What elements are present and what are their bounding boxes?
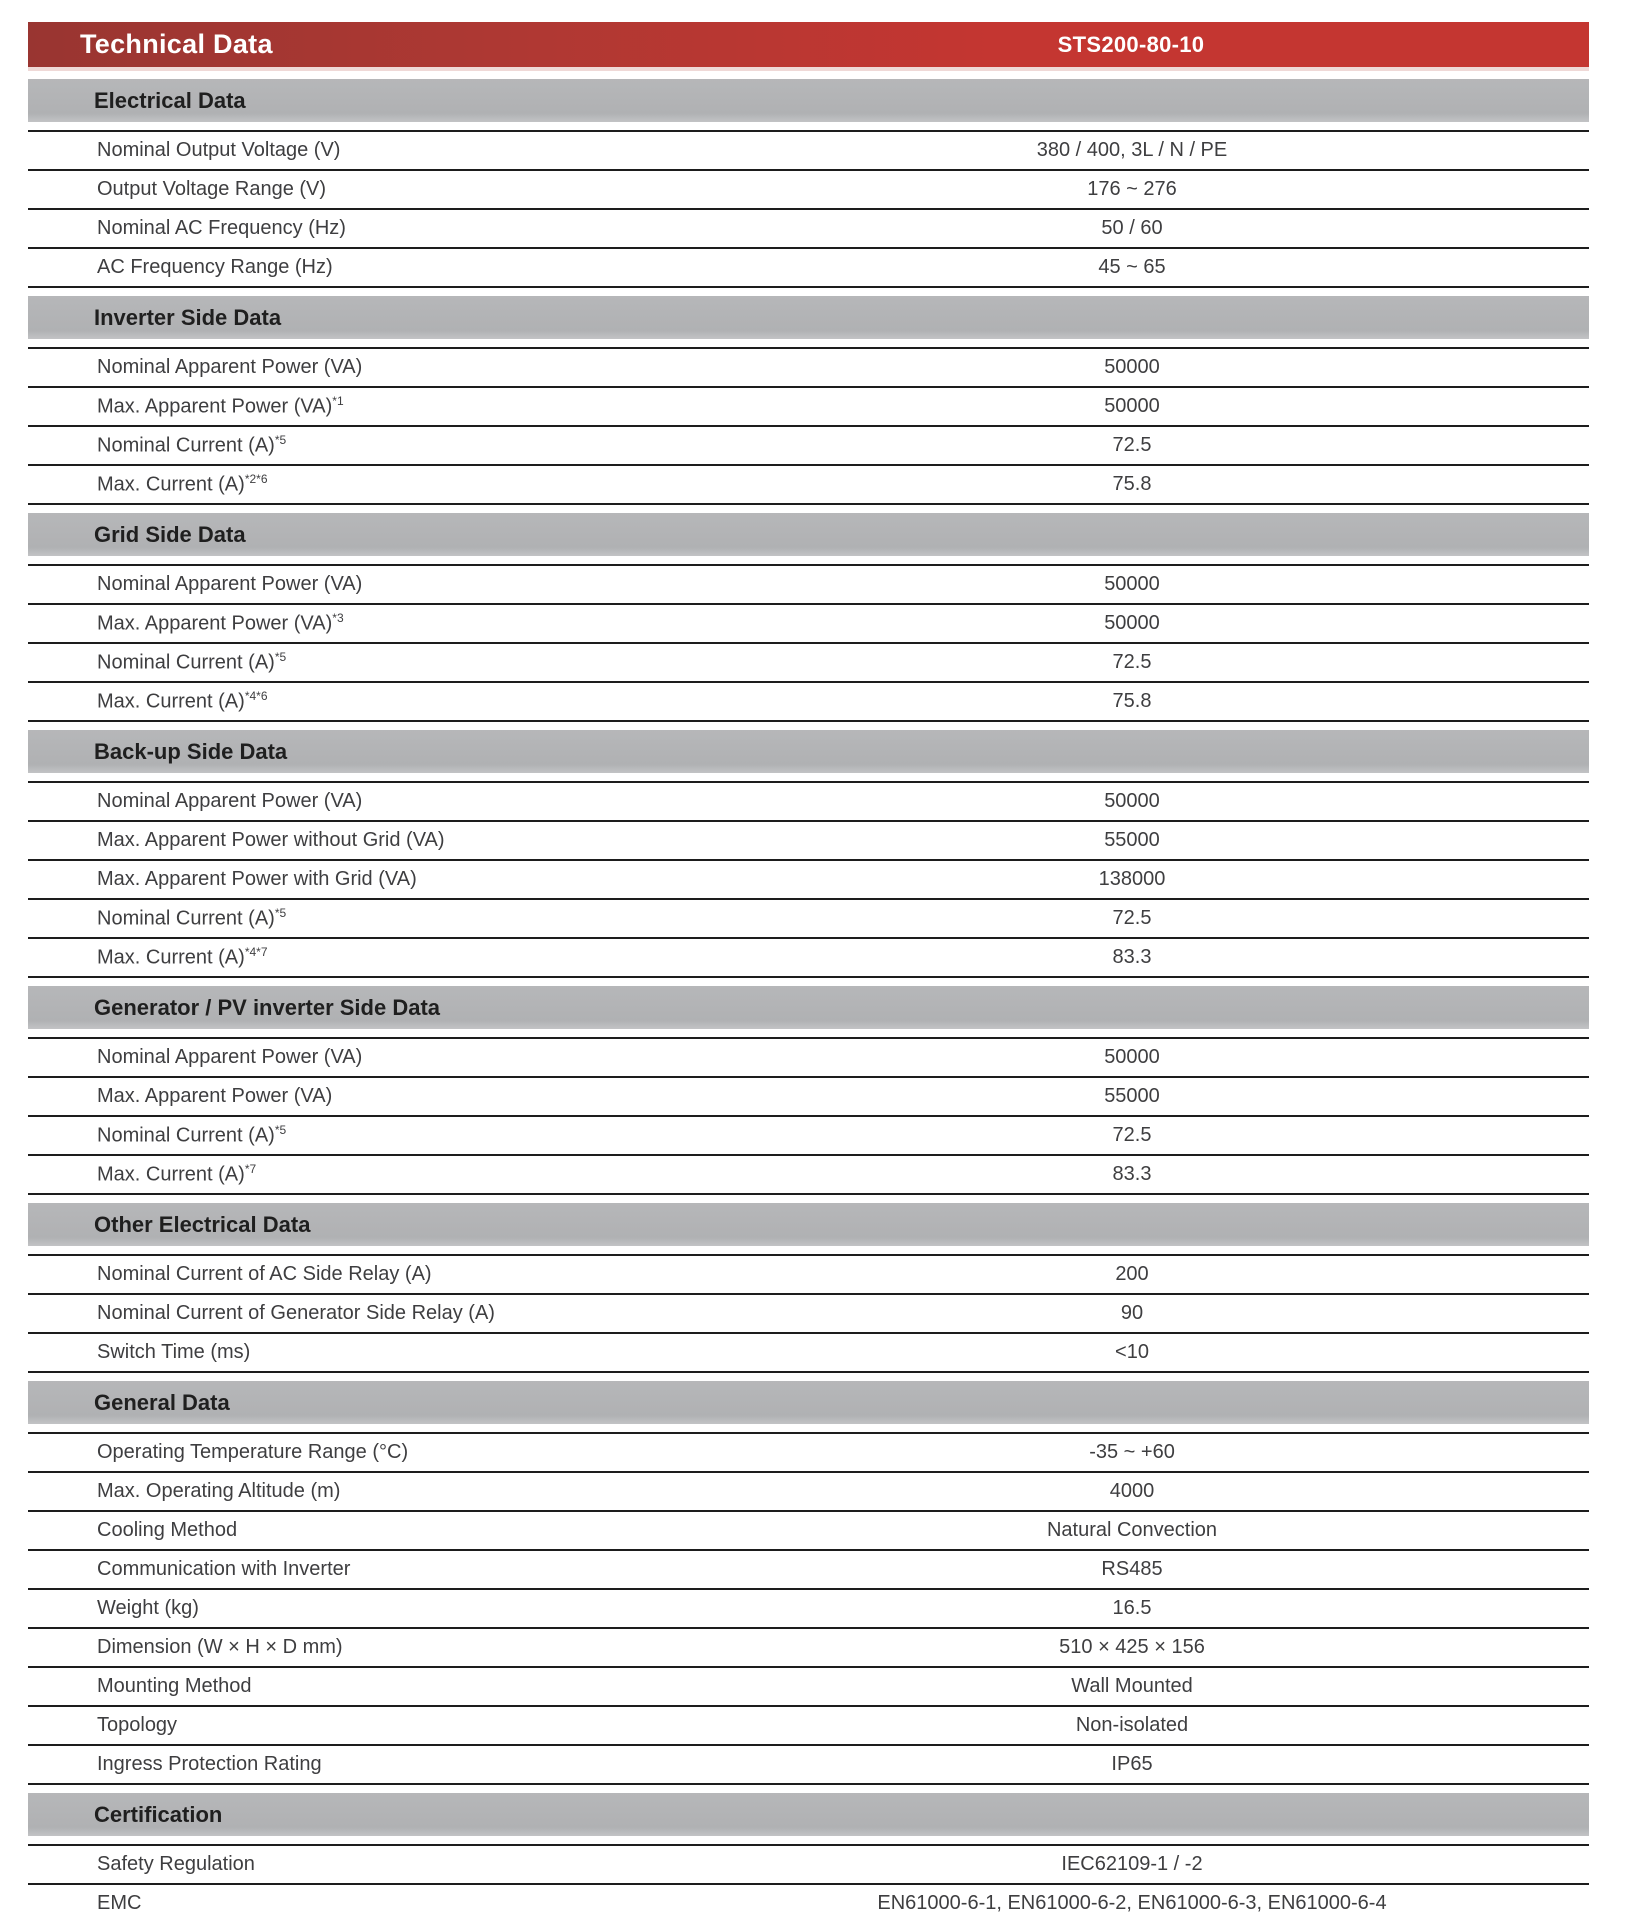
spec-label-text: Topology (97, 1714, 178, 1736)
spec-label-text: Switch Time (ms) (97, 1341, 251, 1363)
spec-label (28, 217, 675, 240)
section-rows (28, 1254, 1589, 1373)
section-title: Certification (94, 1801, 223, 1827)
spec-label (28, 1162, 675, 1187)
spec-label-text: Max. Apparent Power (VA) (97, 395, 333, 418)
spec-label-text: Communication with Inverter (97, 1558, 351, 1580)
spec-row (28, 1117, 1589, 1156)
spec-label (28, 1636, 675, 1659)
spec-value: 200 (1115, 1263, 1149, 1285)
spec-label-text: EMC (97, 1892, 142, 1914)
spec-label (28, 1675, 675, 1698)
spec-row (28, 1434, 1589, 1473)
page-title: Technical Data (80, 29, 273, 59)
spec-value: IP65 (1111, 1753, 1153, 1775)
spec-row (28, 1746, 1589, 1785)
spec-label (28, 256, 675, 279)
section-header (28, 296, 1589, 339)
spec-value: -35 ~ +60 (1089, 1441, 1175, 1463)
spec-row (28, 427, 1589, 466)
spec-label (28, 945, 675, 970)
spec-label-text: Ingress Protection Rating (97, 1753, 322, 1775)
spec-label-text: Nominal Current of Generator Side Relay (A) (97, 1302, 495, 1324)
spec-row (28, 566, 1589, 605)
spec-row (28, 861, 1589, 900)
spec-value: 510 × 425 × 156 (1059, 1636, 1205, 1658)
spec-label (28, 1853, 675, 1876)
spec-value: 176 ~ 276 (1087, 178, 1177, 200)
spec-row (28, 1039, 1589, 1078)
spec-label (28, 1558, 675, 1581)
spec-label (28, 1480, 675, 1503)
spec-row (28, 171, 1589, 210)
spec-value: 55000 (1104, 829, 1160, 851)
spec-footnote-marker: *5 (274, 1123, 287, 1138)
spec-label-text: Max. Current (A) (97, 473, 245, 496)
spec-footnote-marker: *2*6 (244, 472, 268, 487)
spec-label (28, 868, 675, 891)
section-header (28, 1793, 1589, 1836)
section-rows (28, 781, 1589, 978)
spec-value: 72.5 (1112, 434, 1152, 456)
section-rows (28, 1037, 1589, 1195)
spec-label (28, 139, 675, 162)
section-header (28, 730, 1589, 773)
spec-footnote-marker: *5 (274, 433, 287, 448)
spec-label (28, 1714, 675, 1737)
spec-label-text: Nominal Output Voltage (V) (97, 139, 341, 161)
spec-label (28, 829, 675, 852)
spec-row (28, 1156, 1589, 1195)
spec-label (28, 1341, 675, 1364)
spec-label (28, 573, 675, 596)
spec-row (28, 1590, 1589, 1629)
section-rows (28, 130, 1589, 288)
section-rows (28, 564, 1589, 722)
spec-label (28, 689, 675, 714)
section-rows (28, 1844, 1589, 1922)
spec-label-text: Nominal Current (A) (97, 434, 275, 457)
spec-row (28, 1846, 1589, 1885)
section-rows (28, 1432, 1589, 1785)
section-title: Back-up Side Data (94, 738, 288, 764)
spec-row (28, 1707, 1589, 1746)
spec-value: 45 ~ 65 (1098, 256, 1166, 278)
spec-label (28, 650, 675, 675)
spec-label-text: Nominal Current of AC Side Relay (A) (97, 1263, 432, 1285)
spec-value: EN61000-6-1, EN61000-6-2, EN61000-6-3, EN61000-6-4 (877, 1892, 1387, 1914)
model-number: STS200-80-10 (1057, 31, 1205, 57)
spec-label (28, 1123, 675, 1148)
spec-value: 90 (1120, 1302, 1144, 1324)
spec-value: 380 / 400, 3L / N / PE (1036, 139, 1228, 161)
spec-row (28, 388, 1589, 427)
spec-value: 50 / 60 (1101, 217, 1163, 239)
spec-value: 75.8 (1112, 690, 1152, 712)
spec-label (28, 394, 675, 419)
spec-value: 83.3 (1112, 1163, 1152, 1185)
spec-table (28, 79, 1589, 1922)
spec-label (28, 790, 675, 813)
spec-footnote-marker: *4*7 (244, 945, 268, 960)
spec-label-text: Output Voltage Range (V) (97, 178, 327, 200)
spec-value: 72.5 (1112, 907, 1152, 929)
section-title: General Data (94, 1389, 230, 1415)
spec-label-text: Nominal Current (A) (97, 651, 275, 674)
spec-label-text: Operating Temperature Range (°C) (97, 1441, 409, 1463)
spec-row (28, 1885, 1589, 1922)
spec-label (28, 433, 675, 458)
spec-row (28, 683, 1589, 722)
spec-row (28, 1668, 1589, 1707)
spec-row (28, 1078, 1589, 1117)
section-header (28, 1381, 1589, 1424)
spec-label (28, 906, 675, 931)
spec-value: 50000 (1104, 1046, 1160, 1068)
spec-row (28, 939, 1589, 978)
section-header (28, 513, 1589, 556)
section-title: Generator / PV inverter Side Data (94, 994, 441, 1020)
spec-row (28, 1295, 1589, 1334)
spec-label-text: Max. Apparent Power without Grid (VA) (97, 829, 445, 851)
spec-row (28, 1512, 1589, 1551)
spec-footnote-marker: *4*6 (244, 689, 268, 704)
spec-row (28, 249, 1589, 288)
spec-value: 138000 (1098, 868, 1166, 890)
spec-footnote-marker: *5 (274, 906, 287, 921)
spec-row (28, 466, 1589, 505)
spec-label (28, 472, 675, 497)
spec-value: 55000 (1104, 1085, 1160, 1107)
spec-value: 50000 (1104, 573, 1160, 595)
spec-row (28, 132, 1589, 171)
spec-label-text: Max. Apparent Power with Grid (VA) (97, 868, 417, 890)
spec-label (28, 1753, 675, 1776)
spec-row (28, 1629, 1589, 1668)
section-header (28, 79, 1589, 122)
spec-value: 4000 (1109, 1480, 1155, 1502)
spec-label-text: Nominal Apparent Power (VA) (97, 356, 363, 378)
spec-row (28, 1256, 1589, 1295)
spec-label-text: Max. Current (A) (97, 690, 245, 713)
spec-label-text: Mounting Method (97, 1675, 252, 1697)
spec-value: Non-isolated (1075, 1714, 1189, 1736)
spec-row (28, 210, 1589, 249)
spec-label (28, 1441, 675, 1464)
section-title: Inverter Side Data (94, 304, 282, 330)
spec-label (28, 1302, 675, 1325)
spec-label-text: Nominal Current (A) (97, 907, 275, 930)
spec-value: 50000 (1104, 612, 1160, 634)
spec-label-text: Weight (kg) (97, 1597, 199, 1619)
spec-label-text: Max. Current (A) (97, 1163, 245, 1186)
spec-label (28, 178, 675, 201)
spec-label-text: Nominal AC Frequency (Hz) (97, 217, 346, 239)
spec-label (28, 1597, 675, 1620)
spec-value: 50000 (1104, 356, 1160, 378)
spec-label (28, 1892, 675, 1915)
spec-label-text: Nominal Apparent Power (VA) (97, 1046, 363, 1068)
spec-value: Natural Convection (1046, 1519, 1218, 1541)
section-header (28, 1203, 1589, 1246)
spec-label-text: AC Frequency Range (Hz) (97, 256, 333, 278)
spec-value: 72.5 (1112, 651, 1152, 673)
spec-row (28, 605, 1589, 644)
spec-footnote-marker: *1 (332, 394, 344, 409)
section-title: Electrical Data (94, 87, 246, 113)
spec-label (28, 1046, 675, 1069)
spec-label-text: Max. Operating Altitude (m) (97, 1480, 341, 1502)
spec-label-text: Dimension (W × H × D mm) (97, 1636, 343, 1658)
spec-row (28, 783, 1589, 822)
section-title: Other Electrical Data (94, 1211, 311, 1237)
spec-value: 72.5 (1112, 1124, 1152, 1146)
title-bar (28, 22, 1589, 71)
spec-label-text: Nominal Current (A) (97, 1124, 275, 1147)
spec-row (28, 1334, 1589, 1373)
spec-row (28, 1473, 1589, 1512)
spec-label-text: Max. Apparent Power (VA) (97, 612, 333, 635)
spec-value: RS485 (1101, 1558, 1163, 1580)
spec-label-text: Nominal Apparent Power (VA) (97, 790, 363, 812)
spec-row (28, 644, 1589, 683)
spec-label-text: Cooling Method (97, 1519, 238, 1541)
section-rows (28, 347, 1589, 505)
spec-label-text: Nominal Apparent Power (VA) (97, 573, 363, 595)
spec-value: <10 (1115, 1341, 1149, 1363)
spec-label-text: Max. Current (A) (97, 946, 245, 969)
section-title: Grid Side Data (94, 521, 246, 547)
spec-label (28, 1085, 675, 1108)
spec-footnote-marker: *7 (244, 1162, 257, 1177)
spec-label (28, 356, 675, 379)
spec-label (28, 1263, 675, 1286)
spec-label (28, 611, 675, 636)
spec-value: 75.8 (1112, 473, 1152, 495)
spec-value: 50000 (1104, 790, 1160, 812)
spec-footnote-marker: *5 (274, 650, 287, 665)
spec-label-text: Max. Apparent Power (VA) (97, 1085, 333, 1107)
spec-footnote-marker: *3 (332, 611, 344, 626)
spec-value: 16.5 (1112, 1597, 1152, 1619)
spec-row (28, 822, 1589, 861)
spec-row (28, 900, 1589, 939)
spec-value: 50000 (1104, 395, 1160, 417)
spec-value: Wall Mounted (1071, 1675, 1193, 1697)
section-header (28, 986, 1589, 1029)
spec-label (28, 1519, 675, 1542)
spec-value: IEC62109-1 / -2 (1061, 1853, 1203, 1875)
spec-label-text: Safety Regulation (97, 1853, 255, 1875)
spec-value: 83.3 (1112, 946, 1152, 968)
spec-row (28, 349, 1589, 388)
spec-row (28, 1551, 1589, 1590)
